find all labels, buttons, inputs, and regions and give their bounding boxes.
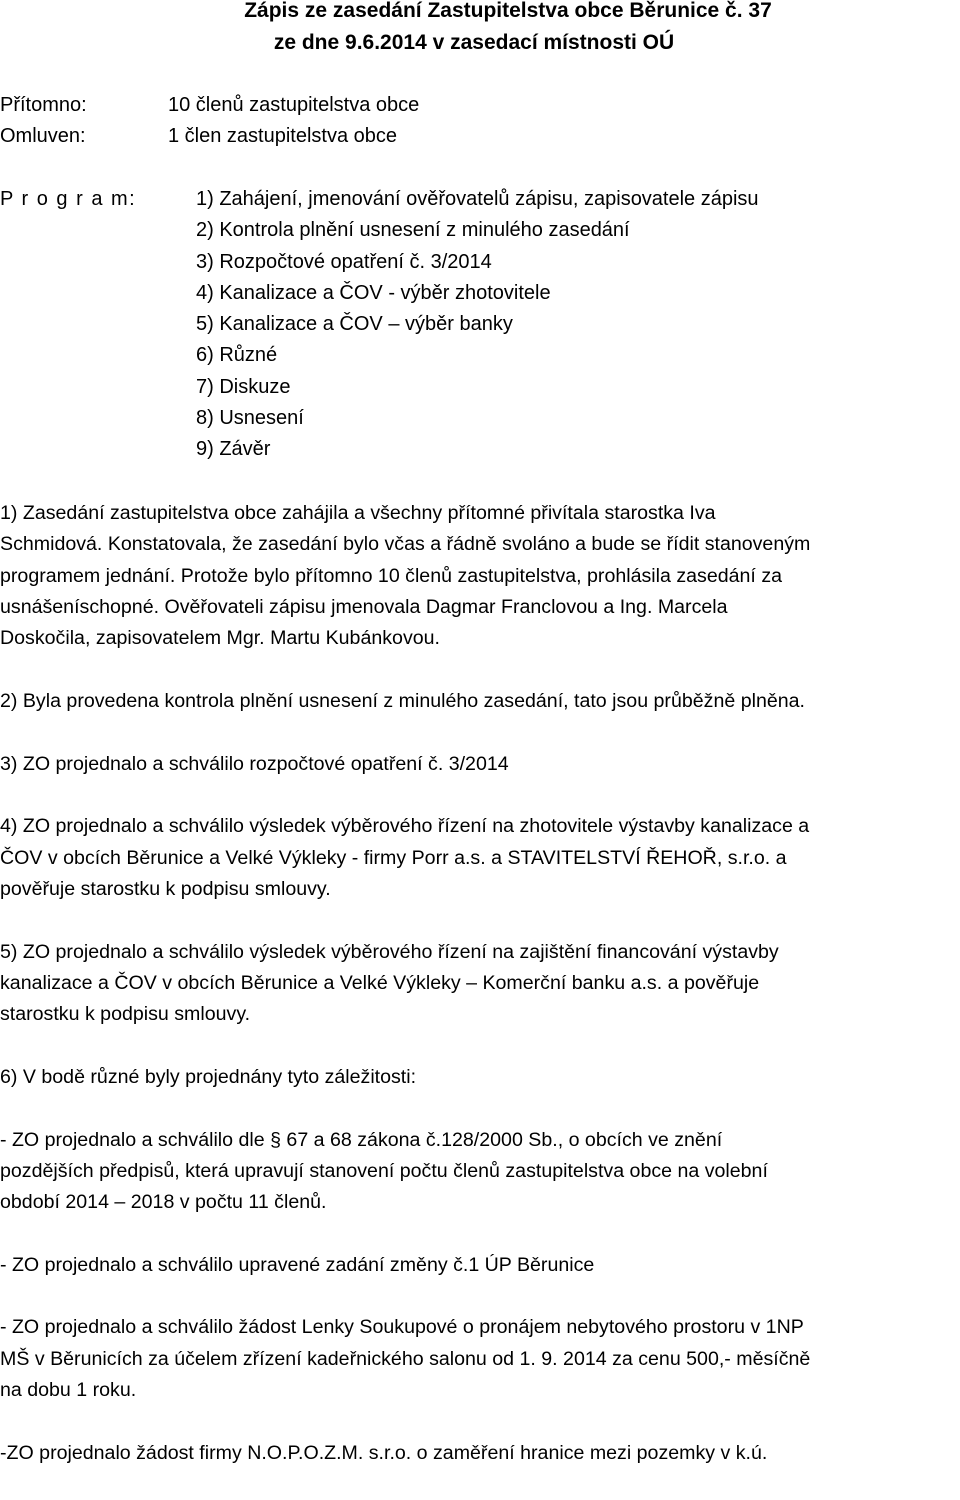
paragraph-boundary-request: -ZO projednalo žádost firmy N.O.P.O.Z.M. s.r.o. o zaměření hranice mezi pozemky v k.ú.: [0, 1441, 768, 1464]
paragraph-opening: 1) Zasedání zastupitelstva obce zahájila a všechny přítomné přivítala starostka Iva Schmidová. Konstatovala, že zasedání bylo včas a řádně svoláno a bude se řídit stanoveným programem jednání. Protože bylo přítomno 10 členů zastupitelstva, prohlásila zasedání za usnášeníschopné. Ověřovateli zápisu jmenovala Dagmar Franclovou a Ing. Marcela Doskočila, zapisovatelem Mgr. Martu Kubánkovou.: [0, 502, 811, 650]
paragraph-misc-heading: 6) V bodě různé byly projednány tyto záležitosti:: [0, 1065, 417, 1088]
document-title: Zápis ze zasedání Zastupitelstva obce Běrunice č. 37: [244, 0, 772, 22]
program-item: 7) Diskuze: [196, 375, 291, 398]
paragraph-budget-measure: 3) ZO projednalo a schválilo rozpočtové opatření č. 3/2014: [0, 752, 509, 775]
paragraph-bank: 5) ZO projednalo a schválilo výsledek výběrového řízení na zajištění financování výstavby kanalizace a ČOV v obcích Běrunice a Velké Výkleky – Komerční banku a.s. a pověřuje starostku k podpisu smlouvy.: [0, 940, 779, 1026]
paragraph-zoning-change: - ZO projednalo a schválilo upravené zadání změny č.1 ÚP Běrunice: [0, 1253, 595, 1276]
program-item: 6) Různé: [196, 344, 278, 367]
program-item: 4) Kanalizace a ČOV - výběr zhotovitele: [196, 281, 551, 304]
present-value: 10 členů zastupitelstva obce: [168, 94, 420, 116]
paragraph-lease-request: - ZO projednalo a schválilo žádost Lenky Soukupové o pronájem nebytového prostoru v 1NP MŠ v Běrunicích za účelem zřízení kadeřnického salonu od 1. 9. 2014 za cenu 500,- měsíčně na dobu 1 roku.: [0, 1316, 811, 1402]
present-label: Přítomno:: [0, 94, 87, 116]
paragraph-contractor: 4) ZO projednalo a schválilo výsledek výběrového řízení na zhotovitele výstavby kanalizace a ČOV v obcích Běrunice a Velké Výkleky - firmy Porr a.s. a STAVITELSTVÍ ŘEHOŘ, s.r.o. a pověřuje starostku k podpisu smlouvy.: [0, 815, 810, 900]
program-list: [196, 184, 759, 466]
excused-value: 1 člen zastupitelstva obce: [168, 125, 398, 147]
minutes-body: [0, 498, 958, 1500]
program-item: 5) Kanalizace a ČOV – výběr banky: [196, 313, 513, 336]
program-item: 8) Usnesení: [196, 407, 304, 430]
program-item: 9) Závěr: [196, 438, 271, 461]
program-item: 1) Zahájení, jmenování ověřovatelů zápisu, zapisovatele zápisu: [196, 188, 759, 210]
document-subtitle: ze dne 9.6.2014 v zasedací místnosti OÚ: [273, 31, 675, 54]
paragraph-resolution-check: 2) Byla provedena kontrola plnění usnesení z minulého zasedání, tato jsou průběžně plněna.: [0, 689, 805, 712]
paragraph-council-size: - ZO projednalo a schválilo dle § 67 a 68 zákona č.128/2000 Sb., o obcích ve znění pozdějších předpisů, která upravují stanovení počtu členů zastupitelstva obce na volební období 2014 – 2018 v počtu 11 členů.: [0, 1128, 768, 1214]
excused-label: Omluven:: [0, 125, 86, 147]
program-label: P r o g r a m:: [0, 188, 137, 210]
program-item: 2) Kontrola plnění usnesení z minulého zasedání: [196, 219, 630, 242]
program-item: 3) Rozpočtové opatření č. 3/2014: [196, 250, 492, 273]
